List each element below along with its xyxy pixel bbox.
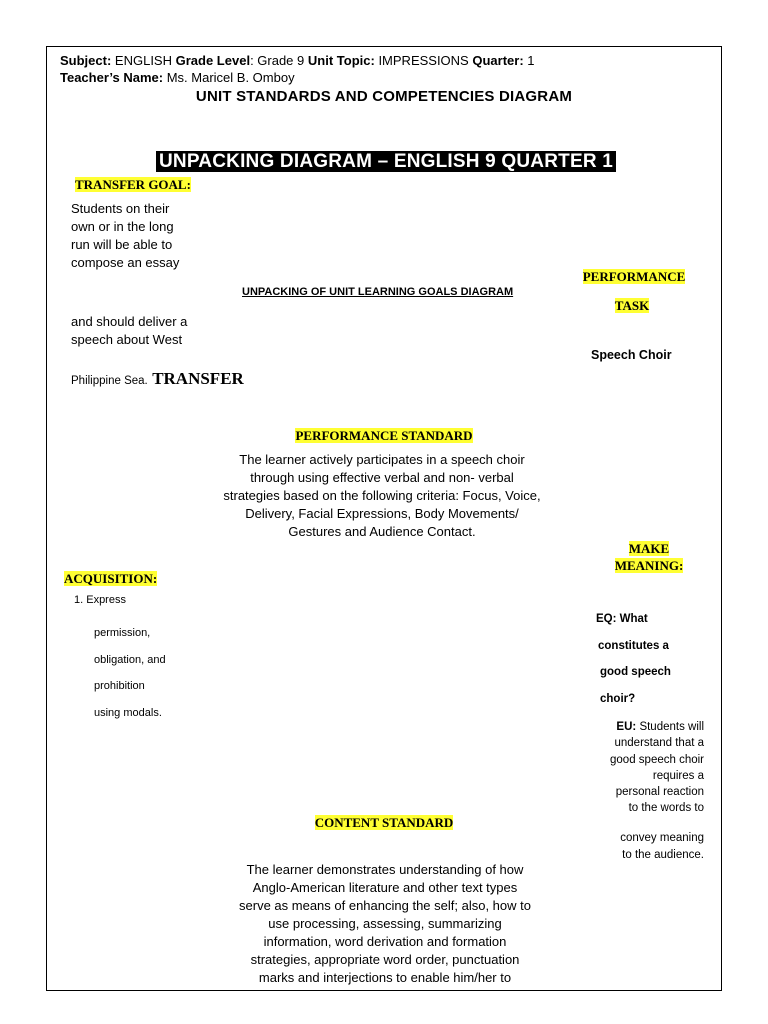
acquisition-item-lines: permission, obligation, and prohibition using modals.	[94, 627, 166, 719]
performance-task-label-1: PERFORMANCE	[582, 269, 686, 284]
transfer-goal-text: Students on their own or in the long run will be able to compose an essay	[71, 201, 180, 270]
performance-task-label-2: TASK	[614, 298, 650, 313]
topic-value: IMPRESSIONS	[378, 53, 469, 68]
transfer-goal-text-2: and should deliver a speech about West	[71, 314, 188, 347]
grade-label: Grade Level	[175, 53, 251, 68]
grade-value: : Grade 9	[250, 53, 305, 68]
banner-wrap	[156, 151, 616, 173]
performance-standard-text: The learner actively participates in a speech choir through using effective verbal and non- verbal strategies based on the following criteria: Focus, Voice, Delivery, Facial Expressions, Body Movements/ Gestures and Audience Contact.	[223, 452, 541, 539]
transfer-word: TRANSFER	[152, 369, 244, 388]
content-standard-text: The learner demonstrates understanding of how Anglo-American literature and other text types serve as means of enhancing the self; also, how to use processing, assessing, summarizing information, word derivation and formation strategies, appropriate word order, punctuation marks and interjections to enable him/her to	[239, 862, 531, 985]
enduring-understanding-2: convey meaning to the audience.	[620, 832, 704, 861]
quarter-value: 1	[527, 53, 535, 68]
content-standard-label: CONTENT STANDARD	[314, 815, 454, 830]
topic-label: Unit Topic:	[307, 53, 375, 68]
header-line-1	[60, 52, 535, 69]
doc-title: UNIT STANDARDS AND COMPETENCIES DIAGRAM	[195, 88, 573, 105]
performance-task-value: Speech Choir	[591, 348, 672, 362]
eq-label: EQ:	[596, 613, 617, 625]
subject-label: Subject:	[60, 53, 112, 68]
teacher-label: Teacher’s Name:	[60, 70, 164, 85]
teacher-value: Ms. Maricel B. Omboy	[166, 70, 295, 85]
transfer-goal-label: TRANSFER GOAL:	[75, 177, 191, 192]
enduring-understanding: EU: Students will understand that a good speech choir requires a personal reaction to the words to	[610, 721, 704, 815]
acquisition-label: ACQUISITION:	[64, 571, 158, 586]
subject-value: ENGLISH	[114, 53, 172, 68]
eu-label: EU:	[616, 721, 637, 733]
transfer-goal-last: Philippine Sea. TRANSFER	[71, 369, 244, 388]
make-meaning-label: MAKE MEANING:	[614, 541, 684, 573]
essential-question: EQ: What constitutes a good speech choir?	[596, 613, 671, 705]
performance-standard-label: PERFORMANCE STANDARD	[295, 428, 473, 443]
quarter-label: Quarter:	[472, 53, 524, 68]
header-line-2	[60, 69, 295, 86]
banner-title: UNPACKING DIAGRAM – ENGLISH 9 QUARTER 1	[156, 151, 616, 172]
acquisition-item: 1. Express	[74, 594, 126, 606]
subheading: UNPACKING OF UNIT LEARNING GOALS DIAGRAM	[242, 286, 514, 298]
